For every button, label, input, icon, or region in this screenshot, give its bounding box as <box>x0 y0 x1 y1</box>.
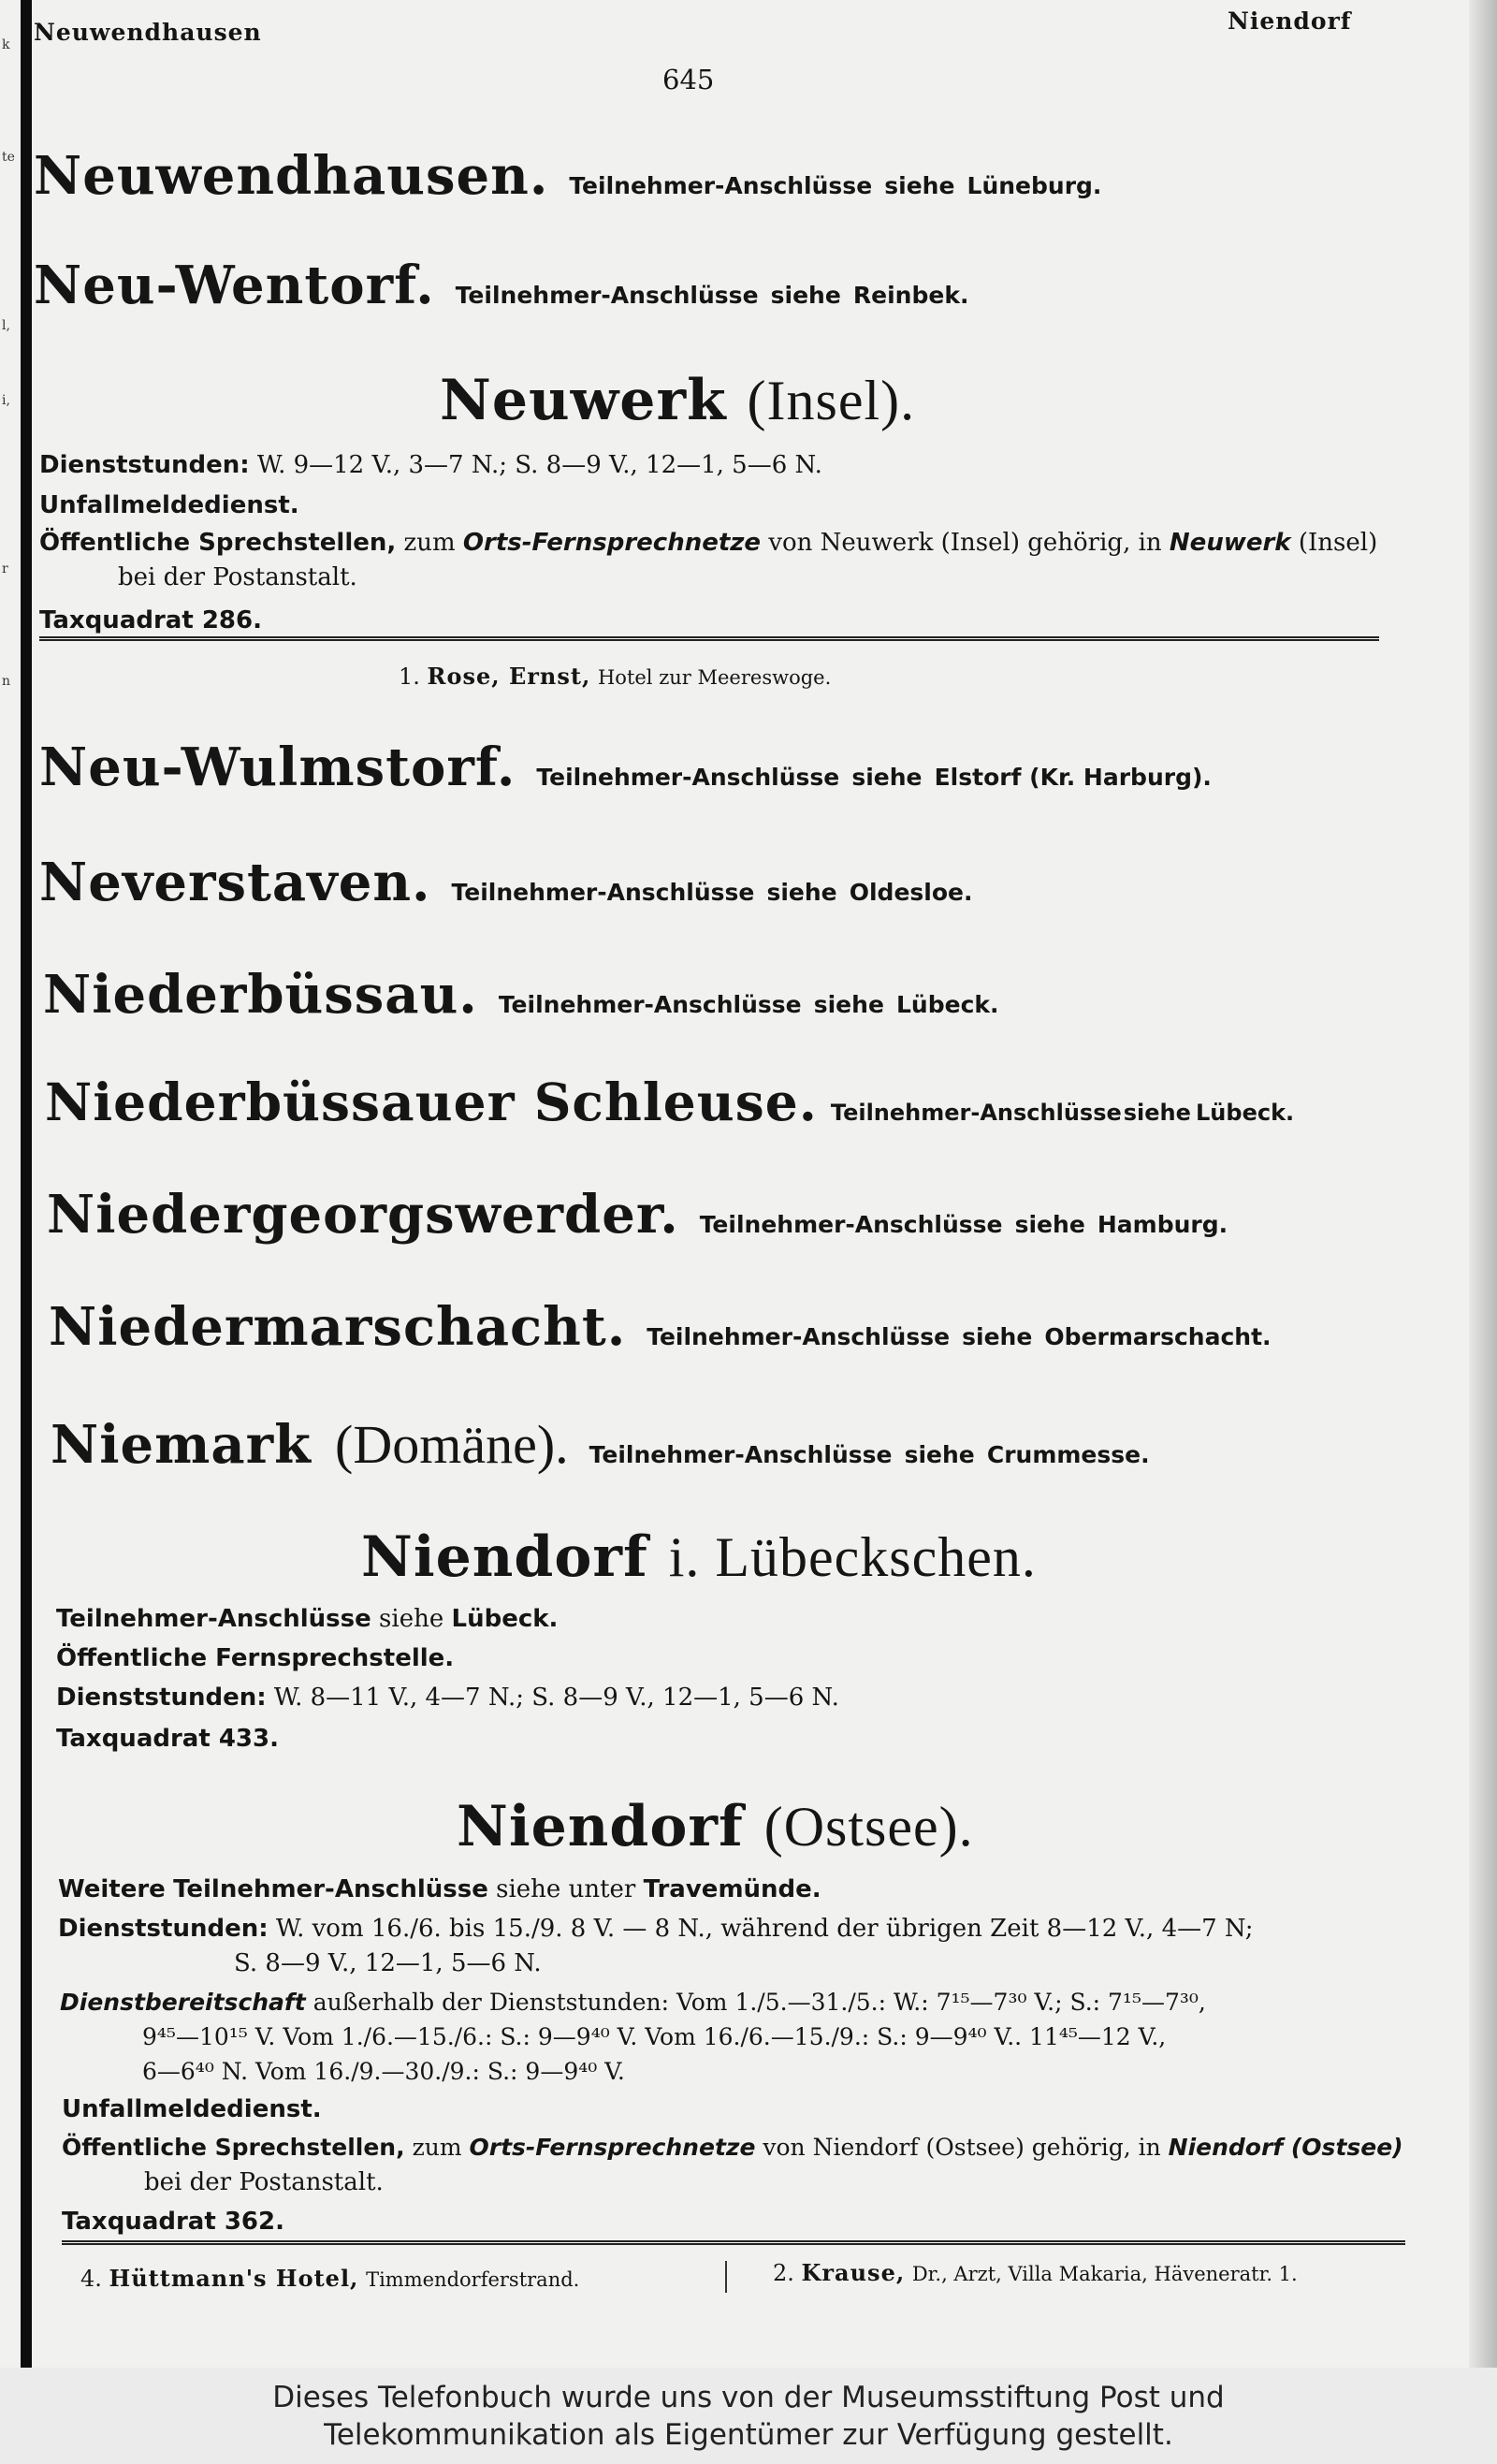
ref-label: Teilnehmer-Anschlüsse <box>536 764 840 791</box>
footer-line-1: Dieses Telefonbuch wurde uns von der Museumsstiftung Post und <box>272 2381 1225 2414</box>
ref-place: Hamburg. <box>1097 1211 1228 1238</box>
ref-label: Teilnehmer-Anschlüsse <box>455 282 759 309</box>
ref-siehe: siehe <box>884 172 955 199</box>
ref-place: Lübeck. <box>1196 1100 1295 1126</box>
entry-niederbuessauer-schleuse <box>45 1072 1295 1132</box>
header-right: Niendorf <box>1228 7 1352 35</box>
subscriber-number: 4. <box>80 2266 102 2292</box>
ref-label: Teilnehmer-Anschlüsse <box>699 1211 1003 1238</box>
ref-label: Teilnehmer-Anschlüsse <box>830 1100 1122 1126</box>
section-title-neuwerk <box>440 368 916 433</box>
title-normal: (Ostsee). <box>763 1796 974 1858</box>
hours: W. 8—11 V., 4—7 N.; S. 8—9 V., 12—1, 5—6 N. <box>273 1684 839 1712</box>
label: Teilnehmer-Anschlüsse <box>173 1875 488 1903</box>
ref-label: Teilnehmer-Anschlüsse <box>589 1441 893 1468</box>
section-title-niendorf-ostsee <box>457 1794 974 1859</box>
place: Travemünde. <box>643 1875 821 1903</box>
hours: W. 9—12 V., 3—7 N.; S. 8—9 V., 12—1, 5—6 N. <box>256 451 822 479</box>
text: (Insel) <box>1298 529 1378 557</box>
niendorf-ostsee-taxquadrat: Taxquadrat 362. <box>62 2208 284 2236</box>
niendorf-ostsee-unfall: Unfallmeldedienst. <box>62 2095 322 2123</box>
niendorf-ostsee-oeff-line2: bei der Postanstalt. <box>144 2168 384 2196</box>
entry-neu-wentorf <box>34 255 969 316</box>
pre: Weitere <box>58 1875 166 1903</box>
label: Öffentliche Sprechstellen, <box>39 529 397 557</box>
label: Teilnehmer-Anschlüsse <box>56 1605 371 1633</box>
page-edge-shadow <box>1469 0 1497 2368</box>
column-divider <box>725 2261 727 2293</box>
niendorf-ostsee-dienststunden-line2: S. 8—9 V., 12—1, 5—6 N. <box>234 1949 542 1977</box>
ref-place: Lüneburg. <box>967 172 1102 199</box>
subscriber-row <box>399 663 831 690</box>
ref-siehe: siehe <box>1014 1211 1085 1238</box>
text: von Niendorf (Ostsee) gehörig, in <box>763 2134 1161 2161</box>
entry-neverstaven <box>39 852 973 913</box>
subscriber-detail: Hotel zur Meereswoge. <box>597 666 832 689</box>
text: von Neuwerk (Insel) gehörig, in <box>768 529 1162 557</box>
footer-line-2: Telekommunikation als Eigentümer zur Verfügung gestellt. <box>324 2418 1173 2452</box>
label: Dienststunden: <box>58 1915 269 1943</box>
entry-niemark <box>51 1413 1150 1476</box>
ref-siehe: siehe <box>962 1323 1033 1350</box>
ref-siehe: siehe <box>766 879 837 906</box>
place-name: Neverstaven. <box>39 852 431 913</box>
niendorf-ostsee-bereitschaft-line3: 6—6⁴⁰ N. Vom 16./9.—30./9.: S.: 9—9⁴⁰ V. <box>142 2058 625 2085</box>
title-normal: i. Lübeckschen. <box>668 1526 1037 1588</box>
binding-edge <box>21 0 32 2368</box>
header-left: Neuwendhausen <box>34 19 262 46</box>
label: Öffentliche Sprechstellen, <box>62 2134 405 2161</box>
entry-niedergeorgswerder <box>47 1184 1228 1246</box>
text: zum <box>403 529 456 557</box>
place-name: Niederbüssauer Schleuse. <box>45 1072 818 1132</box>
neuwerk-oeff-line2: bei der Postanstalt. <box>118 563 357 591</box>
divider <box>62 2240 1405 2245</box>
label: Dienststunden: <box>39 451 250 479</box>
niendorf-ostsee-bereitschaft-line2: 9⁴⁵—10¹⁵ V. Vom 1./6.—15./6.: S.: 9—9⁴⁰ V. Vom 16./6.—15./9.: S.: 9—9⁴⁰ V.. 11⁴⁵—12 V., <box>142 2023 1167 2050</box>
niendorf-ostsee-oeffentliche <box>62 2134 1403 2162</box>
subscriber-row <box>773 2259 1298 2286</box>
label: Dienststunden: <box>56 1684 267 1712</box>
title-bold: Niendorf <box>361 1524 648 1590</box>
ref-siehe: siehe <box>904 1441 975 1468</box>
left-page-edge: k te l, i, r n <box>2 37 15 689</box>
subscriber-name: Rose, Ernst, <box>427 663 591 690</box>
subscriber-name: Hüttmann's Hotel, <box>109 2265 359 2292</box>
ref-place: Oldesloe. <box>849 879 973 906</box>
neuwerk-oeffentliche <box>39 529 1377 558</box>
ref-place: Crummesse. <box>986 1441 1150 1468</box>
subscriber-number: 1. <box>399 663 420 690</box>
ref-label: Teilnehmer-Anschlüsse <box>569 172 873 199</box>
place-name: Niedermarschacht. <box>49 1296 627 1358</box>
subscriber-row <box>80 2265 579 2292</box>
text: zum <box>412 2134 462 2161</box>
siehe: siehe <box>379 1605 444 1633</box>
entry-niederbuessau <box>43 964 999 1026</box>
subscriber-detail: Timmendorferstrand. <box>366 2268 580 2291</box>
entry-neu-wulmstorf <box>39 736 1212 798</box>
ref-label: Teilnehmer-Anschlüsse <box>647 1323 951 1350</box>
ref-place: Reinbek. <box>852 282 969 309</box>
ref-siehe: siehe <box>813 991 884 1018</box>
niendorf-luebeck-taxquadrat: Taxquadrat 433. <box>56 1725 279 1753</box>
page-number: 645 <box>662 64 715 95</box>
hours-line1: W. vom 16./6. bis 15./9. 8 V. — 8 N., während der übrigen Zeit 8—12 V., 4—7 N; <box>275 1915 1254 1943</box>
divider <box>39 636 1379 641</box>
label: Dienstbereitschaft <box>60 1989 306 2016</box>
ref-siehe: siehe <box>1123 1100 1191 1126</box>
title-paren: (Insel). <box>747 370 916 431</box>
subscriber-name: Krause, <box>801 2259 906 2286</box>
italic-text: Orts-Fernsprechnetze <box>469 2134 756 2161</box>
ref-place: Obermarschacht. <box>1044 1323 1272 1350</box>
mid: siehe unter <box>496 1875 636 1903</box>
niendorf-ostsee-dienststunden <box>58 1915 1254 1944</box>
entry-niedermarschacht <box>49 1296 1272 1358</box>
place-paren: (Domäne). <box>335 1414 569 1475</box>
subscriber-detail: Dr., Arzt, Villa Makaria, Häveneratr. 1. <box>911 2263 1298 2285</box>
ref-siehe: siehe <box>851 764 923 791</box>
italic-text: Neuwerk <box>1169 529 1291 557</box>
niendorf-ostsee-weitere <box>58 1875 821 1904</box>
entry-neuwendhausen <box>34 145 1102 207</box>
place-name: Neu-Wulmstorf. <box>39 736 516 798</box>
title-bold: Neuwerk <box>440 368 727 433</box>
niendorf-luebeck-oeffentliche: Öffentliche Fernsprechstelle. <box>56 1644 455 1672</box>
line1: außerhalb der Dienststunden: Vom 1./5.—31./5.: W.: 7¹⁵—7³⁰ V.; S.: 7¹⁵—7³⁰, <box>312 1989 1206 2016</box>
italic-text: Orts-Fernsprechnetze <box>462 529 762 557</box>
title-bold: Niendorf <box>457 1794 744 1859</box>
niendorf-luebeck-teilnehmer <box>56 1605 558 1634</box>
neuwerk-unfall: Unfallmeldedienst. <box>39 491 299 519</box>
niendorf-ostsee-bereitschaft <box>60 1989 1206 2017</box>
italic-text: Niendorf (Ostsee) <box>1168 2134 1403 2161</box>
place-name: Niedergeorgswerder. <box>47 1184 679 1246</box>
place: Lübeck. <box>451 1605 559 1633</box>
niendorf-luebeck-dienststunden <box>56 1684 839 1713</box>
subscriber-number: 2. <box>773 2260 794 2286</box>
section-title-niendorf-luebeck <box>361 1524 1037 1590</box>
neuwerk-taxquadrat: Taxquadrat 286. <box>39 606 262 634</box>
ref-place: Elstorf (Kr. Harburg). <box>934 764 1212 791</box>
donation-footer <box>0 2368 1497 2464</box>
place-name: Niemark <box>51 1414 312 1476</box>
place-name: Niederbüssau. <box>43 964 478 1026</box>
ref-siehe: siehe <box>770 282 841 309</box>
neuwerk-dienststunden <box>39 451 822 480</box>
place-name: Neuwendhausen. <box>34 145 549 207</box>
place-name: Neu-Wentorf. <box>34 255 435 316</box>
ref-label: Teilnehmer-Anschlüsse <box>498 991 802 1018</box>
ref-place: Lübeck. <box>896 991 999 1018</box>
ref-label: Teilnehmer-Anschlüsse <box>451 879 755 906</box>
